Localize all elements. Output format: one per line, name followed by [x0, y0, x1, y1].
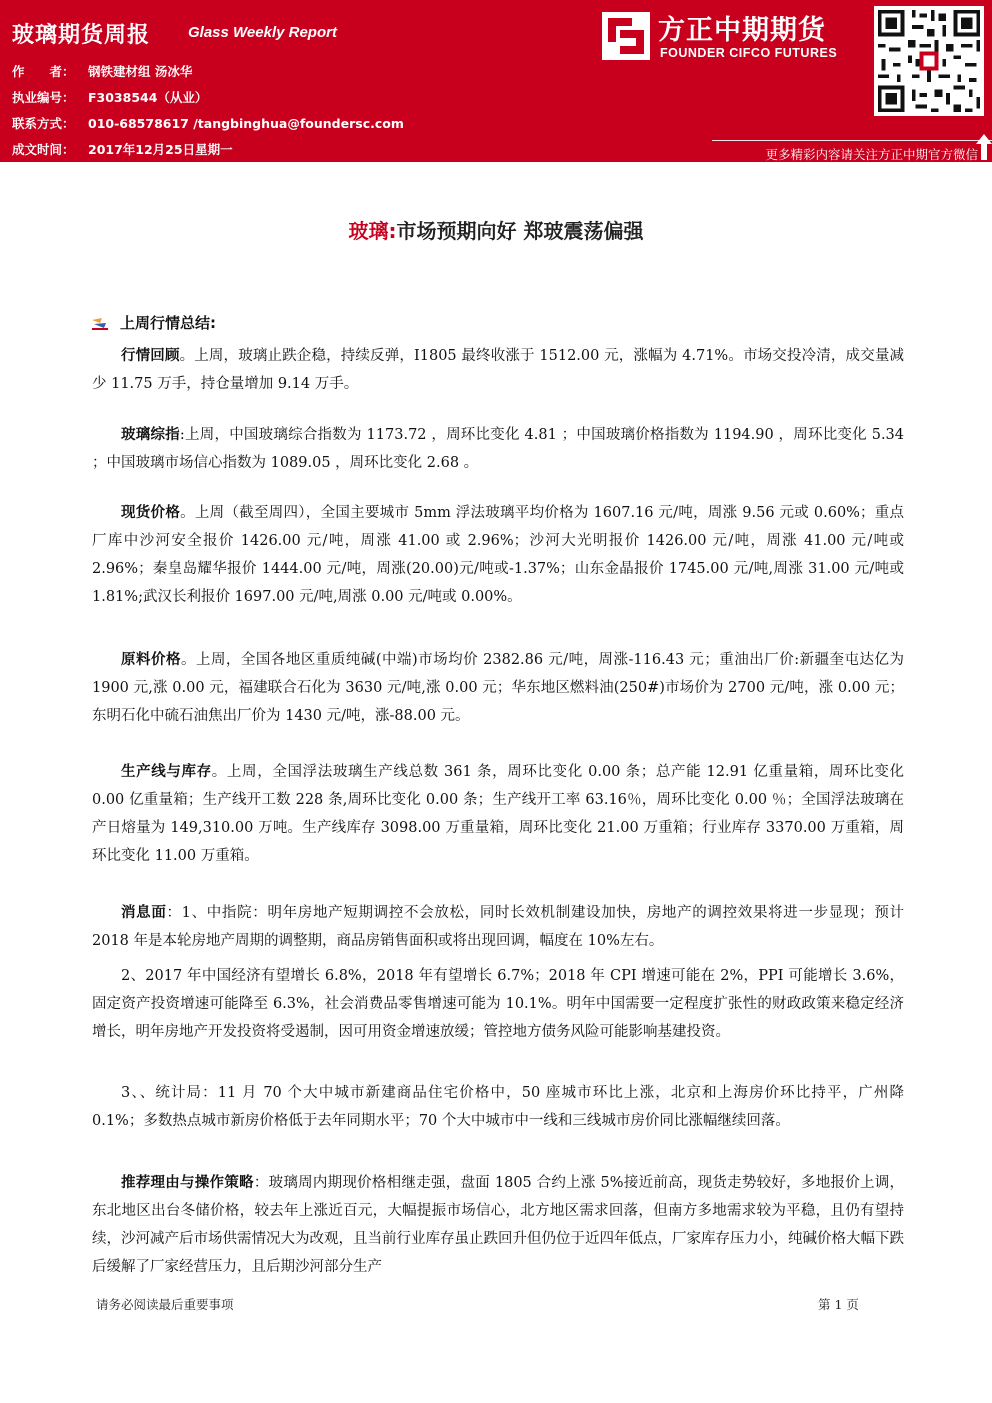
section-heading	[92, 312, 216, 333]
founder-logo-icon	[602, 12, 650, 60]
bullet-icon	[92, 318, 108, 330]
page-title-prefix: 玻璃:	[348, 219, 397, 243]
meta-label: 联系方式：	[12, 116, 75, 131]
paragraph-glass-index	[92, 421, 904, 477]
meta-label: 作 者：	[12, 64, 75, 79]
page-title-main: 市场预期向好 郑玻震荡偏强	[396, 219, 644, 243]
meta-value: F3038544（从业）	[88, 90, 208, 105]
paragraph-production-inventory	[92, 758, 904, 870]
paragraph-market-review	[92, 342, 904, 398]
paragraph-lead: 行情回顾	[121, 348, 180, 364]
paragraph-text: 2、2017 年中国经济有望增长 6.8%，2018 年有望增长 6.7%；2018 年 CPI 增速可能在 2%，PPI 可能增长 3.6%，固定资产投资增速可能降至 6.3%，社会消费品零售增速可能为 10.1%。明年中国需要一定程度扩张性的财政政策来稳定经济增长，明年房地产开发投资将受遏制，因可用资金增速放缓；管控地方债务风险可能影响基建投资。	[92, 968, 904, 1040]
meta-license	[12, 88, 207, 106]
wechat-follow-note: 更多精彩内容请关注方正中期官方微信	[765, 147, 978, 162]
paragraph-text: :上周，中国玻璃综合指数为 1173.72 ，周环比变化 4.81 ；中国玻璃价格指数为 1194.90 ，周环比变化 5.34 ；中国玻璃市场信心指数为 1089.05 ，周环比变化 2.68 。	[92, 427, 905, 471]
paragraph-text: 。上周（截至周四），全国主要城市 5mm 浮法玻璃平均价格为 1607.16 元/吨，周涨 9.56 元或 0.60%；重点厂库中沙河安全报价 1426.00 元/吨，周涨 41.00 或 2.96%；沙河大光明报价 1426.00 元/吨，周涨 41.00 元/吨或 2.96%；秦皇岛耀华报价 1444.00 元/吨，周涨(20.00)元/吨或-1.37%；山东金晶报价 1745.00 元/吨,周涨 31.00 元/吨或 1.81%;武汉长利报价 1697.00 元/吨,周涨 0.00 元/吨或 0.00%。	[92, 505, 904, 605]
paragraph-text: ：1、中指院：明年房地产短期调控不会放松，同时长效机制建设加快，房地产的调控效果将进一步显现；预计 2018 年是本轮房地产周期的调整期，商品房销售面积或将出现回调，幅度在 10%左右。	[92, 905, 904, 949]
report-title-en: Glass Weekly Report	[188, 24, 337, 41]
header-divider	[712, 140, 992, 141]
footer-disclaimer-note: 请务必阅读最后重要事项	[96, 1297, 234, 1312]
paragraph-text: 。上周，全国浮法玻璃生产线总数 361 条，周环比变化 0.00 条；总产能 12.91 亿重量箱，周环比变化 0.00 亿重量箱；生产线开工数 228 条,周环比变化 0.00 条；生产线开工率 63.16％，周环比变化 0.00 ％；全国浮法玻璃在产日熔量为 149,310.00 万吨。生产线库存 3098.00 万重量箱，周环比变化 21.00 万重箱；行业库存 3370.00 万重箱，周环比变化 11.00 万重箱。	[92, 764, 904, 864]
paragraph-text: 。上周，玻璃止跌企稳，持续反弹，I1805 最终收涨于 1512.00 元，涨幅为 4.71%。市场交投冷清，成交量减少 11.75 万手，持仓量增加 9.14 万手。	[92, 348, 905, 392]
paragraph-news-2	[92, 962, 904, 1046]
paragraph-spot-price	[92, 499, 904, 611]
paragraph-lead: 玻璃综指	[121, 427, 180, 443]
meta-contact	[12, 114, 404, 132]
paragraph-lead: 消息面	[121, 905, 167, 921]
paragraph-text: ：玻璃周内期现价格相继走强，盘面 1805 合约上涨 5%接近前高，现货走势较好，多地报价上调，东北地区出台冬储价格，较去年上涨近百元，大幅提振市场信心，北方地区需求回落，但南方多地需求较为平稳，且仍有望持续，沙河减产后市场供需情况大为改观，且当前行业库存虽止跌回升但仍位于近四年低点，厂家库存压力小，纯碱价格大幅下跌后缓解了厂家经营压力，且后期沙河部分生产	[92, 1175, 904, 1275]
company-logo	[598, 6, 860, 66]
meta-label: 执业编号：	[12, 90, 75, 105]
paragraph-lead: 原料价格	[121, 652, 181, 668]
paragraph-news-3	[92, 1079, 904, 1135]
paragraph-news	[92, 899, 904, 955]
meta-value: 2017年12月25日星期一	[88, 142, 233, 157]
paragraph-lead: 推荐理由与操作策略	[121, 1175, 254, 1191]
paragraph-text: 3、、统计局：11 月 70 个大中城市新建商品住宅价格中，50 座城市环比上涨，北京和上海房价环比持平，广州降 0.1%；多数热点城市新房价格低于去年同期水平；70 个大中城市中一线和三线城市房价同比涨幅继续回落。	[92, 1085, 904, 1129]
logo-text-cn: 方正中期期货	[658, 15, 826, 46]
page-title	[0, 215, 992, 244]
meta-label: 成文时间：	[12, 142, 75, 157]
logo-text-en: FOUNDER CIFCO FUTURES	[660, 46, 838, 60]
page-number: 第 1 页	[818, 1297, 859, 1312]
meta-author	[12, 62, 192, 80]
report-header	[0, 0, 992, 162]
section-heading-text: 上周行情总结:	[120, 314, 216, 332]
paragraph-text: 。上周，全国各地区重质纯碱(中端)市场均价 2382.86 元/吨，周涨-116.43 元；重油出厂价:新疆奎屯达亿为 1900 元,涨 0.00 元，福建联合石化为 3630 元/吨,涨 0.00 元；华东地区燃料油(250#)市场价为 2700 元/吨，涨 0.00 元；东明石化中硫石油焦出厂价为 1430 元/吨，涨-88.00 元。	[92, 652, 905, 724]
paragraph-lead: 生产线与库存	[121, 764, 212, 780]
meta-date	[12, 140, 233, 158]
paragraph-raw-material-price	[92, 646, 904, 730]
paragraph-strategy	[92, 1169, 904, 1281]
arrow-up-icon	[976, 134, 992, 160]
qr-code-icon	[874, 6, 984, 116]
meta-value[interactable]: 010-68578617 /tangbinghua@foundersc.com	[88, 116, 404, 131]
meta-value: 钢铁建材组 汤冰华	[88, 64, 193, 79]
paragraph-lead: 现货价格	[121, 505, 181, 521]
report-title-cn: 玻璃期货周报	[12, 23, 151, 48]
